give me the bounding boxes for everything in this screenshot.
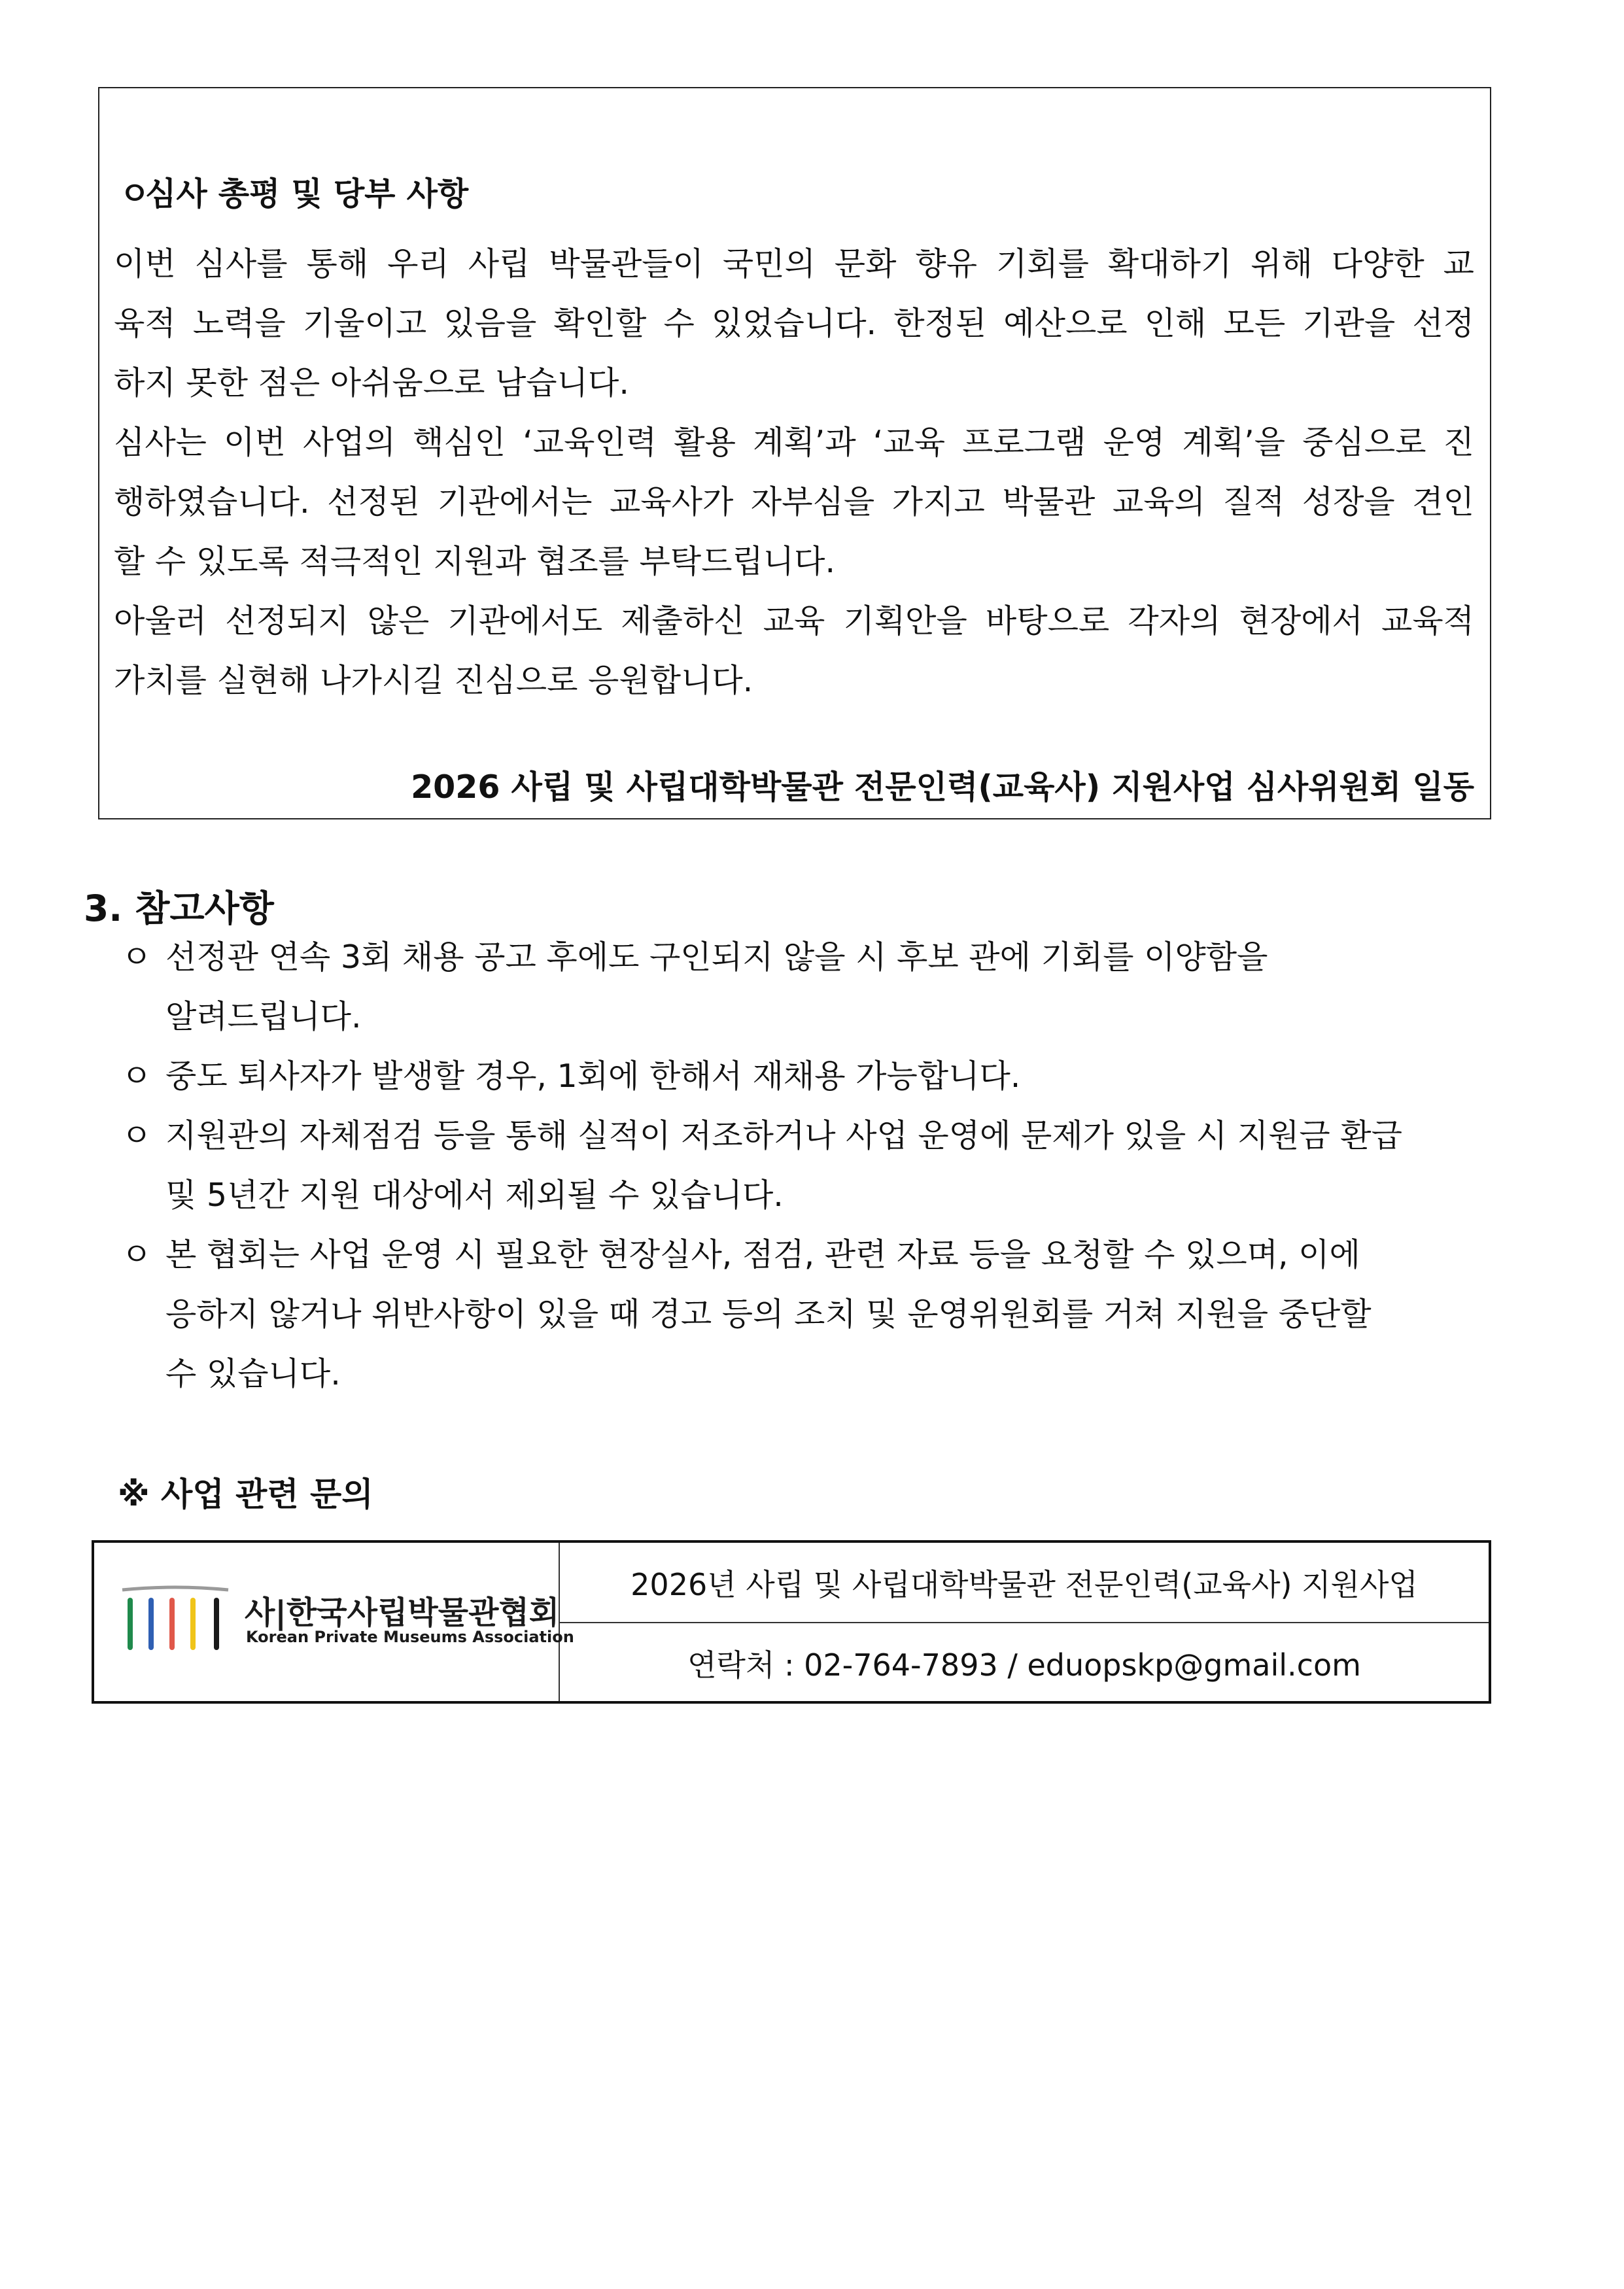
association-logo-icon: [117, 1582, 235, 1654]
paragraph-line: 이번 심사를 통해 우리 사립 박물관들이 국민의 문화 향유 기회를 확대하기 위해 다양한 교: [114, 245, 1474, 283]
list-item: [121, 1106, 1488, 1225]
program-name: 2026년 사립 및 사립대학박물관 전문인력(교육사) 지원사업: [560, 1543, 1489, 1623]
list-item-line: 본 협회는 사업 운영 시 필요한 현장실사, 점검, 관련 자료 등을 요청할 수 있으며, 이에: [165, 1236, 1360, 1273]
list-item-line: 중도 퇴사자가 발생할 경우, 1회에 한해서 재채용 가능합니다.: [165, 1058, 1021, 1095]
contact-info: 연락처 : 02-764-7893 / eduopskp@gmail.com: [687, 1647, 1361, 1683]
paragraph-line: 행하였습니다. 선정된 기관에서는 교육사가 자부심을 가지고 박물관 교육의 질적 성장을 견인: [114, 483, 1474, 521]
list-item-line: 응하지 않거나 위반사항이 있을 때 경고 등의 조치 및 운영위원회를 거쳐 지원을 중단할: [165, 1296, 1372, 1333]
review-heading: [119, 169, 468, 215]
list-item-line: 수 있습니다.: [165, 1355, 341, 1392]
circle-bullet-icon: ㅇ: [121, 1058, 152, 1095]
list-item: [121, 1046, 1488, 1106]
list-item-line: 알려드립니다.: [165, 998, 362, 1035]
paragraph-line: 할 수 있도록 적극적인 지원과 협조를 부탁드립니다.: [114, 543, 836, 580]
association-logo: [94, 1543, 574, 1701]
section-3-title: 3. 참고사항: [84, 887, 274, 929]
paragraph-line: 심사는 이번 사업의 핵심인 ‘교육인력 활용 계획’과 ‘교육 프로그램 운영 계획’을 중심으로 진: [114, 424, 1474, 461]
list-item-line: 지원관의 자체점검 등을 통해 실적이 저조하거나 사업 운영에 문제가 있을 시 지원금 환급: [165, 1117, 1402, 1154]
list-item-line: 및 5년간 지원 대상에서 제외될 수 있습니다.: [165, 1177, 784, 1214]
committee-signature: 2026 사립 및 사립대학박물관 전문인력(교육사) 지원사업 심사위원회 일동: [411, 768, 1474, 806]
logo-english-text: Korean Private Museums Association: [246, 1628, 574, 1646]
list-item: [121, 927, 1488, 1046]
list-item-line: 선정관 연속 3회 채용 공고 후에도 구인되지 않을 시 후보 관에 기회를 이양함을: [165, 938, 1268, 976]
inquiry-title: ※ 사업 관련 문의: [118, 1475, 373, 1513]
reference-notes-list: [121, 927, 1488, 1403]
circle-bullet-icon: ㅇ: [119, 175, 150, 213]
review-summary-box: [98, 87, 1491, 819]
contact-table: [92, 1540, 1491, 1704]
review-heading-text: 심사 총평 및 당부 사항: [145, 175, 469, 213]
circle-bullet-icon: ㅇ: [121, 1236, 152, 1273]
circle-bullet-icon: ㅇ: [121, 938, 152, 976]
paragraph-line: 아울러 선정되지 않은 기관에서도 제출하신 교육 기획안을 바탕으로 각자의 현장에서 교육적: [114, 602, 1474, 640]
circle-bullet-icon: ㅇ: [121, 1117, 152, 1154]
paragraph-line: 육적 노력을 기울이고 있음을 확인할 수 있었습니다. 한정된 예산으로 인해 모든 기관을 선정: [114, 305, 1474, 342]
logo-korean-text: 사|한국사립박물관협회: [245, 1594, 560, 1631]
list-item: [121, 1225, 1488, 1403]
paragraph-line: 가치를 실현해 나가시길 진심으로 응원합니다.: [114, 662, 753, 699]
paragraph-line: 하지 못한 점은 아쉬움으로 남습니다.: [114, 364, 629, 402]
